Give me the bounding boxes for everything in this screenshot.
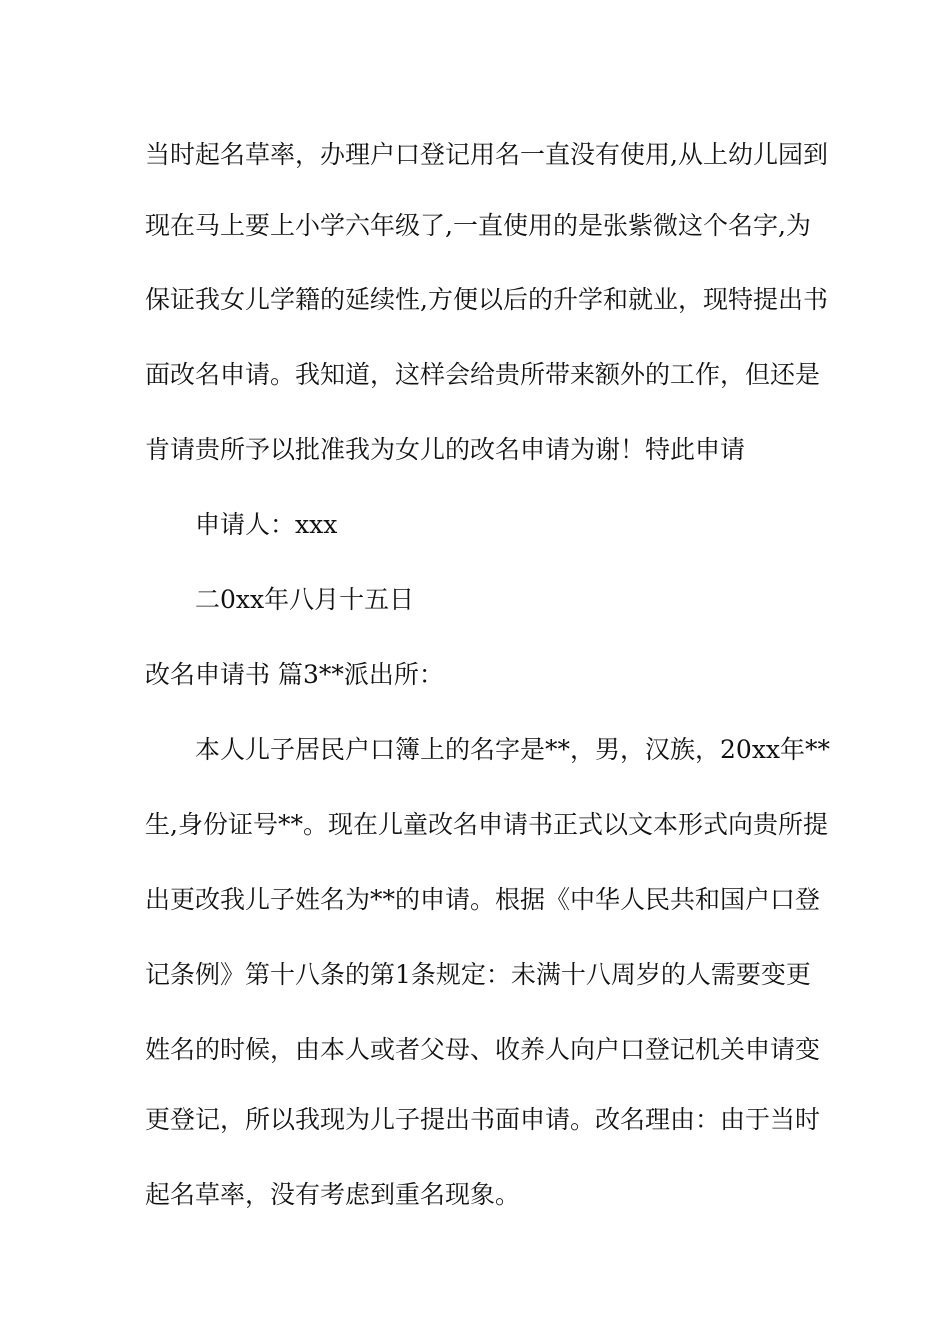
paragraph-line: 保证我女儿学籍的延续性,方便以后的升学和就业，现特提出书 (145, 285, 828, 314)
paragraph-line: 出更改我儿子姓名为**的申请。根据《中华人民共和国户口登 (145, 885, 821, 914)
paragraph-line: 面改名申请。我知道，这样会给贵所带来额外的工作，但还是 (145, 360, 821, 389)
paragraph-line: 现在马上要上小学六年级了,一直使用的是张紫微这个名字,为 (145, 211, 811, 240)
paragraph-line: 生,身份证号**。现在儿童改名申请书正式以文本形式向贵所提 (145, 810, 828, 839)
paragraph-line: 当时起名草率，办理户口登记用名一直没有使用,从上幼儿园到 (145, 140, 828, 169)
paragraph-line: 更登记，所以我现为儿子提出书面申请。改名理由：由于当时 (145, 1105, 821, 1134)
paragraph-line: 记条例》第十八条的第1条规定：未满十八周岁的人需要变更 (145, 960, 811, 989)
paragraph-line: 肯请贵所予以批准我为女儿的改名申请为谢！特此申请 (145, 435, 746, 464)
paragraph-line: 姓名的时候，由本人或者父母、收养人向户口登记机关申请变 (145, 1035, 821, 1064)
date-line: 二0xx年八月十五日 (195, 585, 415, 614)
paragraph-line: 起名草率，没有考虑到重名现象。 (145, 1180, 521, 1209)
section-heading: 改名申请书 篇3**派出所： (145, 660, 444, 689)
applicant-line: 申请人：xxx (195, 510, 338, 539)
paragraph-line: 本人儿子居民户口簿上的名字是**，男，汉族，20xx年** (195, 735, 831, 764)
